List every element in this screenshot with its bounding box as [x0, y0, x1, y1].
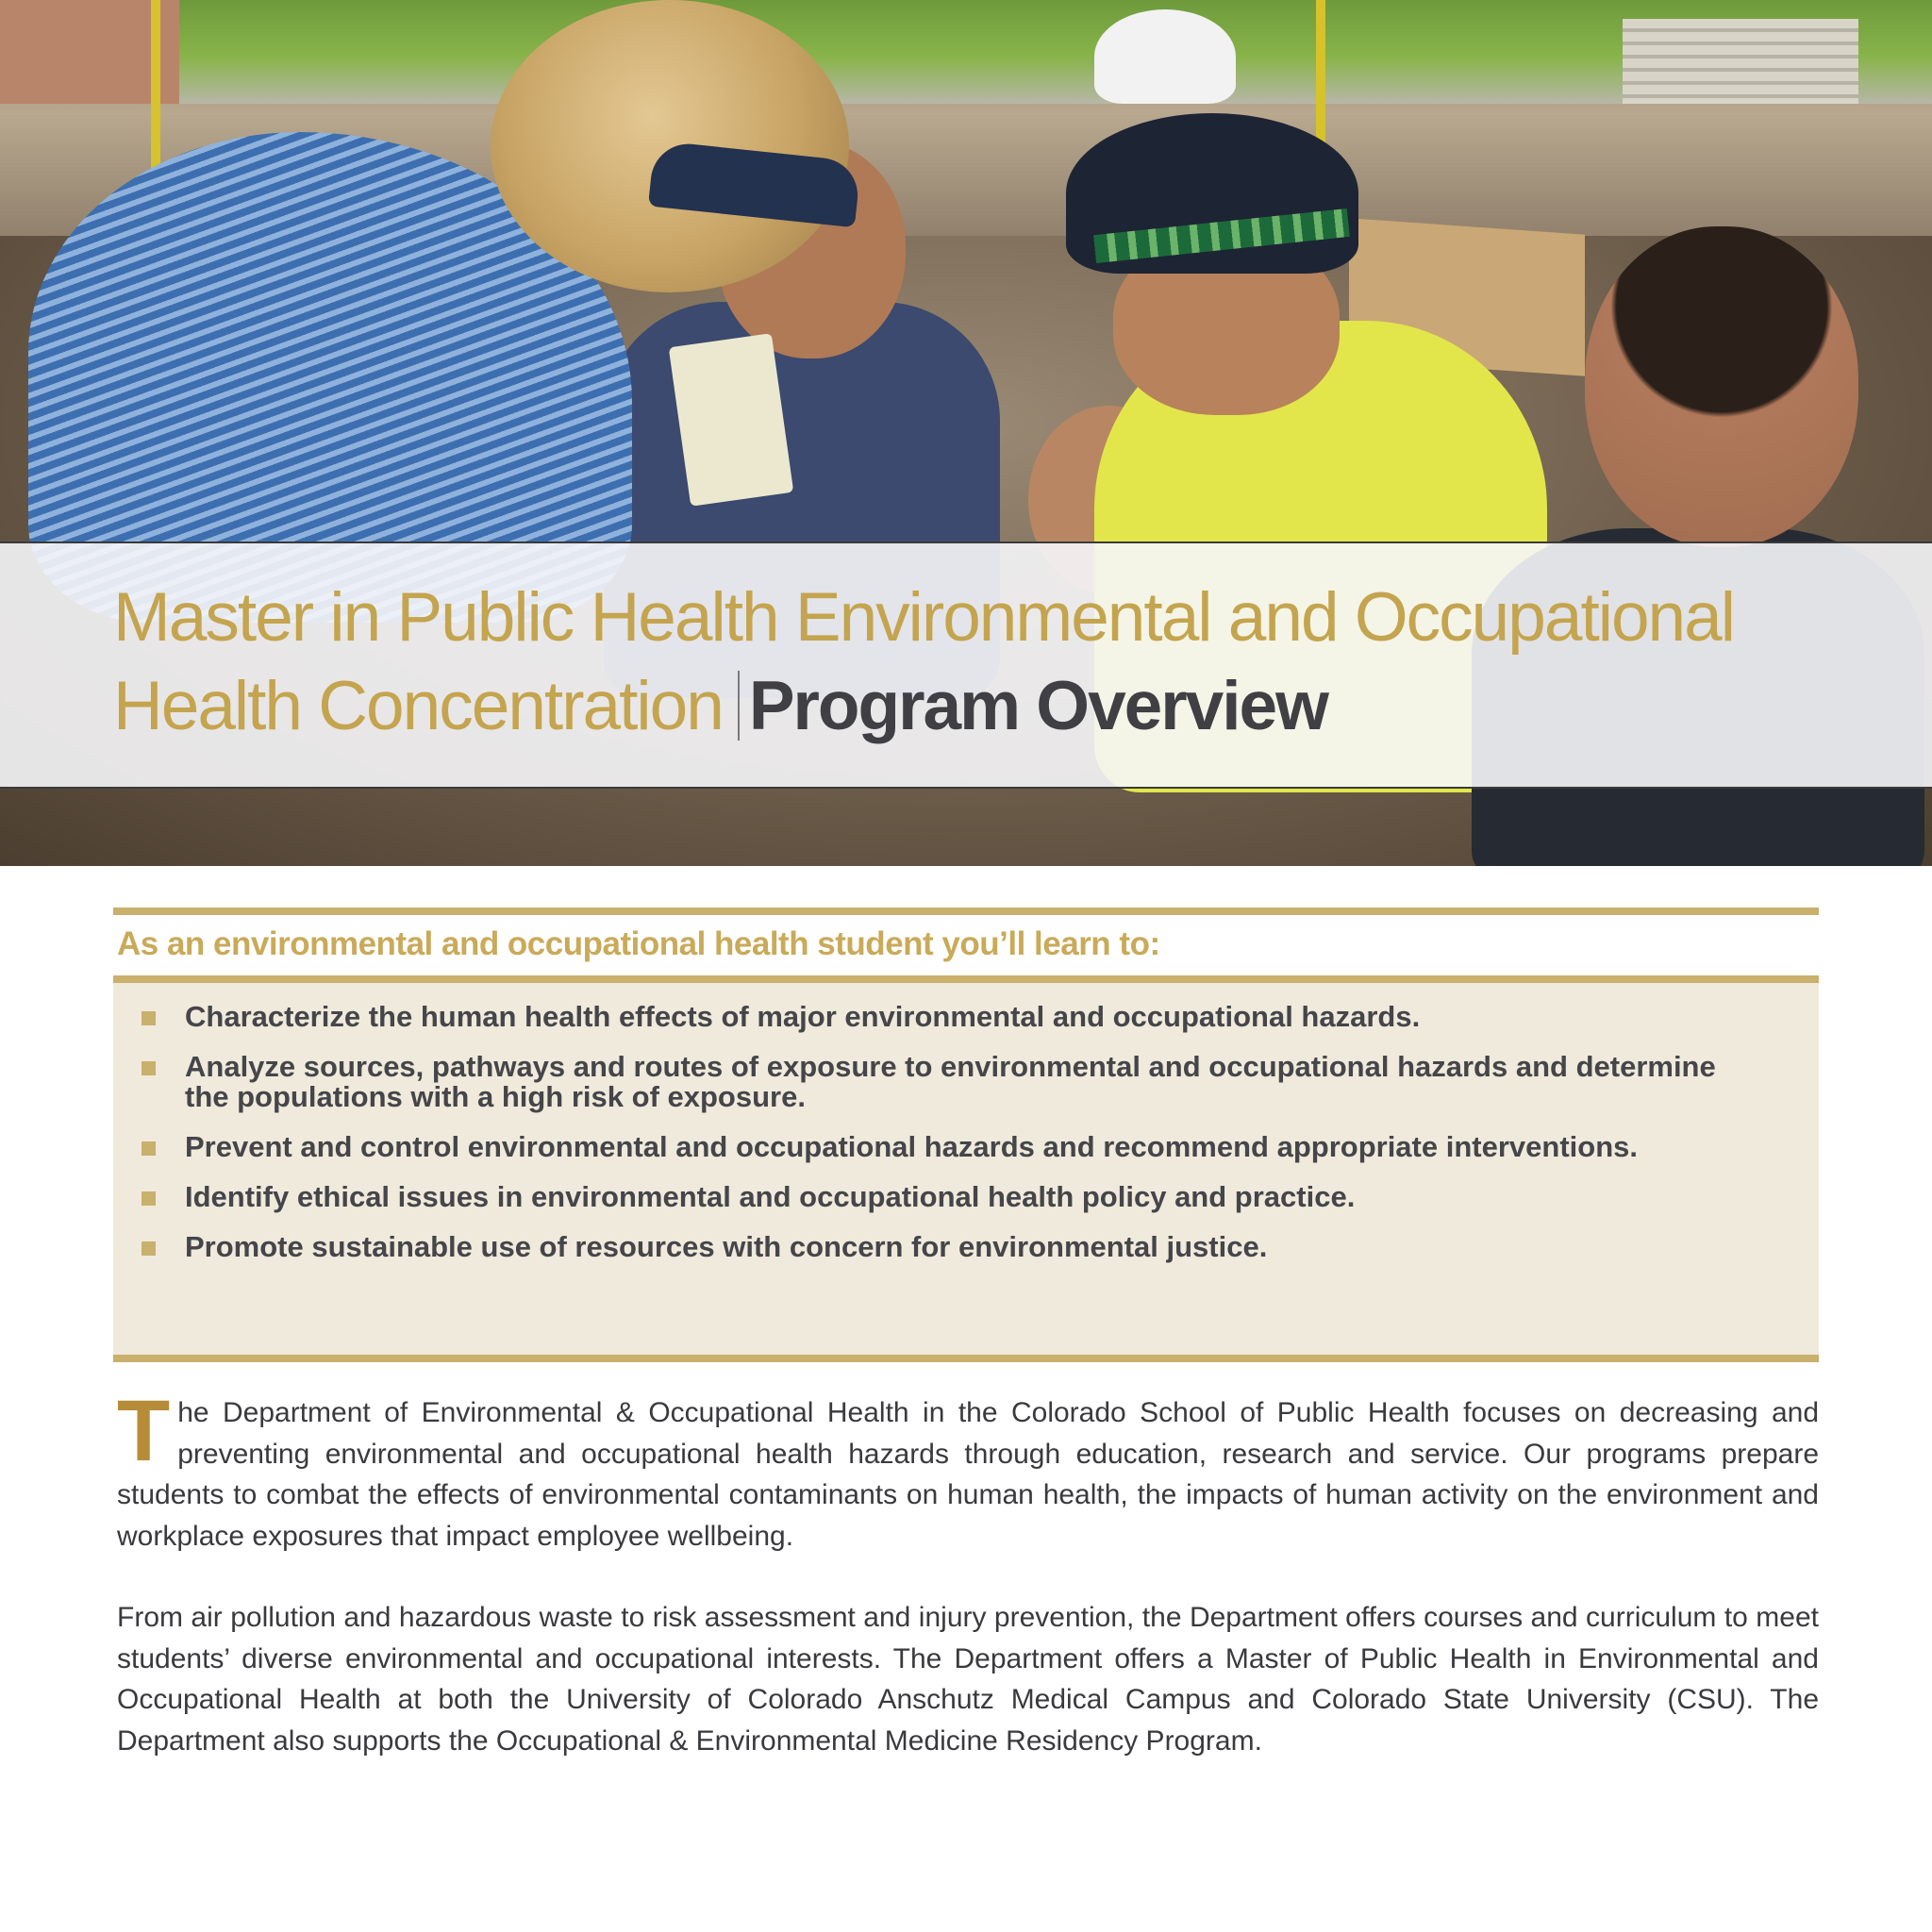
photo-cap	[1094, 9, 1236, 104]
objectives-top-rule	[113, 908, 1819, 915]
body-text	[117, 1383, 1819, 1802]
square-bullet-icon	[142, 1141, 156, 1156]
list-item	[142, 1052, 1745, 1112]
objectives-list	[142, 1002, 1745, 1282]
title-bold: Program Overview	[748, 668, 1327, 744]
list-item-text: Analyze sources, pathways and routes of exposure to environmental and occupational hazards and determine the populations with a high risk of exposure.	[185, 1050, 1716, 1113]
title-separator	[738, 671, 740, 741]
title-line1: Master in Public Health Environmental and Occupational	[113, 579, 1734, 656]
square-bullet-icon	[142, 1011, 156, 1025]
photo-child-head	[1585, 226, 1858, 547]
photo-package	[669, 333, 794, 507]
photo-stairs	[1623, 19, 1858, 104]
page-title	[113, 574, 1849, 751]
list-item	[142, 1182, 1745, 1212]
square-bullet-icon	[142, 1061, 156, 1075]
list-item-text: Characterize the human health effects of major environmental and occupational hazards.	[185, 1000, 1421, 1033]
intro-paragraph	[117, 1383, 1819, 1557]
list-item-text: Prevent and control environmental and occupational hazards and recommend appropriate interventions.	[185, 1130, 1638, 1163]
list-item	[142, 1232, 1745, 1262]
title-line2: Health Concentration	[113, 668, 723, 744]
square-bullet-icon	[142, 1241, 156, 1256]
photo-woman-head	[491, 0, 849, 292]
intro-paragraph-text: he Department of Environmental & Occupational Health in the Colorado School of Public Health focuses on decreasing and preventing environmental and occupational health hazards through education, research and service. Our programs prepare students to combat the effects of environmental contaminants on human health, the impacts of human activity on the environment and workplace exposures that impact employee wellbeing.	[117, 1397, 1819, 1552]
objectives-heading: As an environmental and occupational health student you’ll learn to:	[117, 925, 1160, 962]
list-item	[142, 1002, 1745, 1032]
list-item	[142, 1132, 1745, 1162]
square-bullet-icon	[142, 1191, 156, 1206]
list-item-text: Identify ethical issues in environmental and occupational health policy and practice.	[185, 1180, 1356, 1213]
list-item-text: Promote sustainable use of resources with concern for environmental justice.	[185, 1230, 1268, 1263]
second-paragraph: From air pollution and hazardous waste to risk assessment and injury prevention, the Department offers courses and curriculum to meet students’ diverse environmental and occupational interests. The Department offers a Master of Public Health in Environmental and Occupational Health at both the University of Colorado Anschutz Medical Campus and Colorado State University (CSU). The Department also supports the Occupational & Environmental Medicine Residency Program.	[117, 1602, 1819, 1757]
drop-cap: T	[117, 1383, 171, 1479]
